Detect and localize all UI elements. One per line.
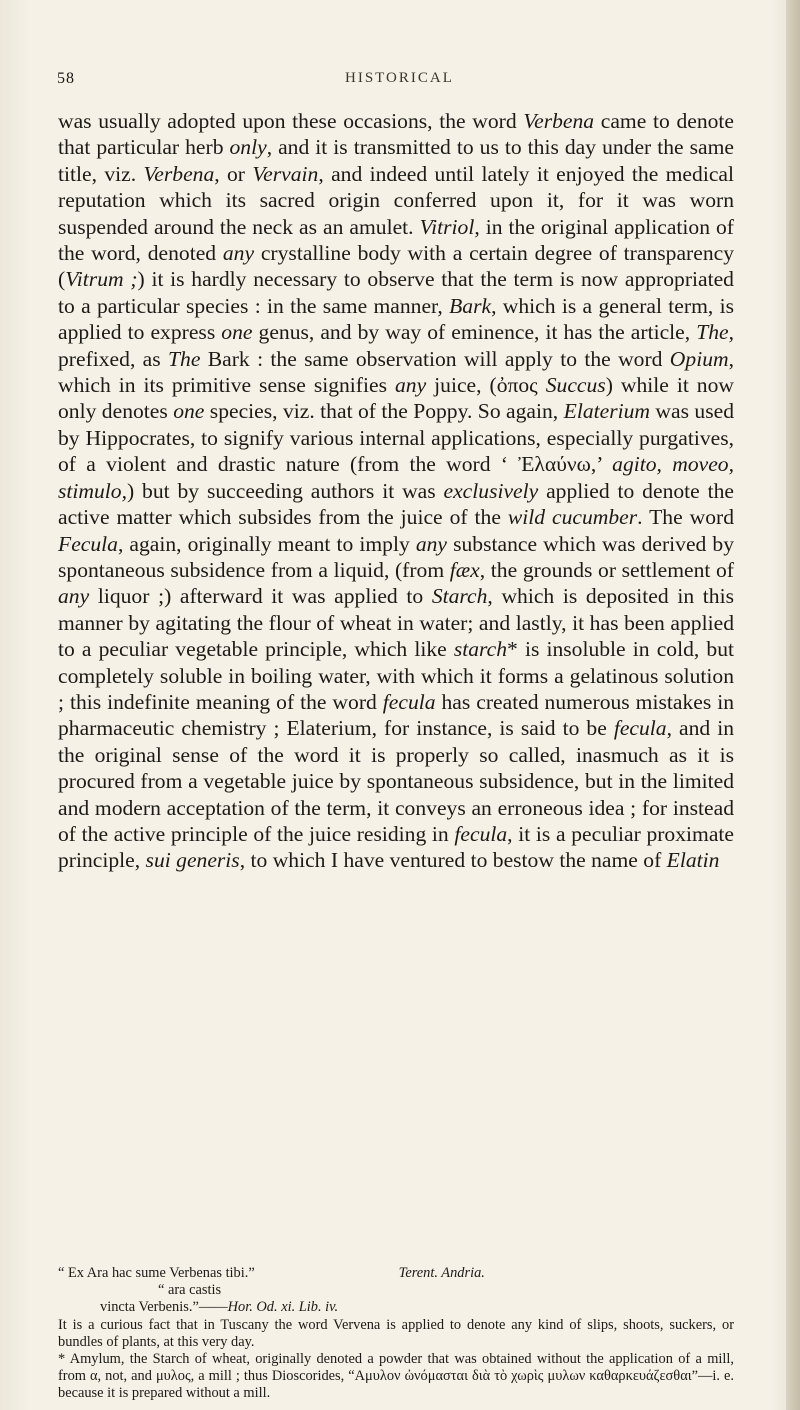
main-text: [58, 108, 734, 874]
paragraph: was usually adopted upon these occasions, the word Verbena came to denote that particular herb only, and it is transmitted to us to this day under the same title, viz. Verbena, or Vervain, and indeed until lately it enjoyed the medical reputation which its sacred origin conferred upon it, for it was worn suspended around the neck as an amulet. Vitriol, in the original application of the word, denoted any crystalline body with a certain degree of transparency (Vitrum ;) it is hardly necessary to observe that the term is now appropriated to a particular species : in the same manner, Bark, which is a general term, is applied to express one genus, and by way of eminence, it has the article, The, prefixed, as The Bark : the same observation will apply to the word Opium, which in its primitive sense signifies any juice, (ὀπος Succus) while it now only denotes one species, viz. that of the Poppy. So again, Elaterium was used by Hippocrates, to signify various internal applications, especially purgatives, of a violent and drastic nature (from the word ‘ Ἐλαύνω,’ agito, moveo, stimulo,) but by succeeding authors it was exclusively applied to denote the active matter which subsides from the juice of the wild cucumber. The word Fecula, again, originally meant to imply any substance which was derived by spontaneous subsidence from a liquid, (from fæx, the grounds or settlement of any liquor ;) afterward it was applied to Starch, which is deposited in this manner by agitating the flour of wheat in water; and lastly, it has been applied to a peculiar vegetable principle, which like starch* is insoluble in cold, but completely soluble in boiling water, with which it forms a gelatinous solution ; this indefinite meaning of the word fecula has created numerous mistakes in pharmaceutic chemistry ; Elaterium, for instance, is said to be fecula, and in the original sense of the word it is properly so called, inasmuch as it is procured from a vegetable juice by spontaneous subsidence, but in the limited and modern acceptation of the term, it conveys an erroneous idea ; for instead of the active principle of the juice residing in fecula, it is a peculiar proximate principle, sui generis, to which I have ventured to bestow the name of Elatin: [58, 109, 735, 873]
running-head: HISTORICAL: [345, 70, 454, 86]
footnote-citation: Terent. Andria.: [398, 1265, 485, 1281]
footnote: * Amylum, the Starch of wheat, originally denoted a powder that was obtained without the application of a mill, from α, not, and μυλος, a mill ; thus Dioscorides, “Αμυλον ὠνόμασται διὰ τὸ χωρὶς μυλων καθαρκευάζεσθαι”—i. e. because it is prepared without a mill.: [58, 1351, 734, 1402]
footnote: It is a curious fact that in Tuscany the word Vervena is applied to denote any kind of slips, shoots, suckers, or bundles of plants, at this very day.: [58, 1316, 734, 1350]
footnote-citation: Hor. Od. xi. Lib. iv.: [227, 1299, 339, 1316]
page-number: 58: [57, 70, 75, 87]
page-header: [0, 70, 800, 94]
footnote-quote: “ ara castis: [158, 1282, 222, 1299]
footnotes: [58, 1265, 734, 1403]
footnote-quote: vincta Verbenis.”——Hor. Od. xi. Lib. iv.: [100, 1299, 339, 1316]
footnote-quote: “ Ex Ara hac sume Verbenas tibi.” Terent. Andria.: [58, 1265, 485, 1281]
page-edge: [786, 0, 800, 1410]
